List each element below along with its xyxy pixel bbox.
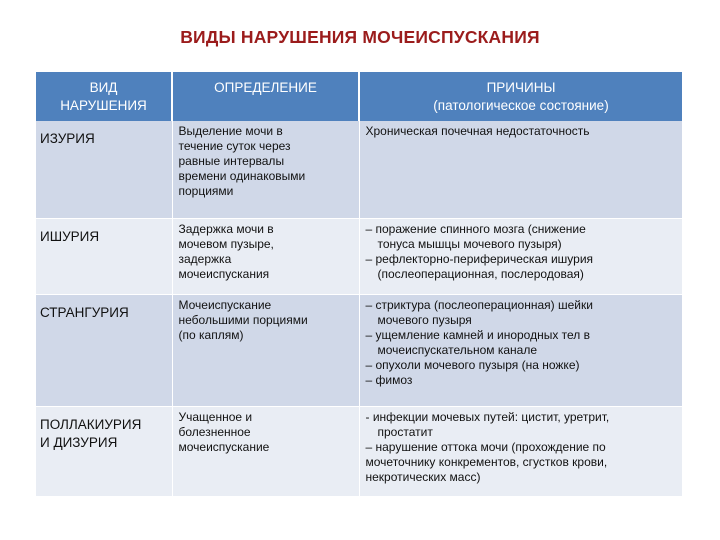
definition-line: равные интервалы bbox=[178, 154, 285, 168]
table-row-stranguria bbox=[36, 295, 682, 407]
definition-line: (по каплям) bbox=[178, 328, 244, 342]
row-definition bbox=[172, 219, 359, 295]
definition-line: Учащенное и bbox=[178, 410, 253, 424]
row-name-line1: ПОЛЛАКИУРИЯ bbox=[40, 417, 142, 432]
cause-line: тонуса мышцы мочевого пузыря) bbox=[377, 237, 562, 251]
cause-line: - инфекции мочевых путей: цистит, уретрит, bbox=[365, 410, 610, 424]
header-causes-line2: (патологическое состояние) bbox=[433, 98, 609, 114]
header-type-line2: НАРУШЕНИЯ bbox=[60, 98, 147, 114]
cause-line: мочевого пузыря bbox=[377, 313, 472, 327]
table-row-ishuria bbox=[36, 219, 682, 295]
cause-line: – стриктура (послеоперационная) шейки bbox=[365, 298, 593, 312]
row-definition bbox=[172, 407, 359, 497]
header-causes bbox=[359, 72, 682, 121]
row-name-line2: И ДИЗУРИЯ bbox=[40, 435, 118, 450]
definition-line: мочевом пузыре, bbox=[178, 237, 274, 251]
definition-line: мочеиспускания bbox=[178, 267, 270, 281]
row-causes bbox=[359, 121, 682, 219]
row-definition bbox=[172, 295, 359, 407]
row-causes bbox=[359, 219, 682, 295]
table-row-isuria bbox=[36, 121, 682, 219]
row-causes bbox=[359, 407, 682, 497]
table-header-row bbox=[36, 72, 682, 121]
definition-line: порциями bbox=[178, 184, 234, 198]
cause-line: – нарушение оттока мочи (прохождение по bbox=[365, 440, 606, 454]
row-name bbox=[36, 407, 172, 497]
definition-line: Задержка мочи в bbox=[178, 222, 274, 236]
definition-line: мочеиспускание bbox=[178, 440, 270, 454]
cause-line: мочеиспускательном канале bbox=[377, 343, 538, 357]
definition-line: задержка bbox=[178, 252, 232, 266]
row-name: ИШУРИЯ bbox=[36, 219, 172, 295]
definition-line: небольшими порциями bbox=[178, 313, 308, 327]
row-name: ИЗУРИЯ bbox=[36, 121, 172, 219]
cause-line: – ущемление камней и инородных тел в bbox=[365, 328, 591, 342]
cause-line: – фимоз bbox=[365, 373, 413, 387]
header-definition: ОПРЕДЕЛЕНИЕ bbox=[172, 72, 359, 121]
header-causes-line1: ПРИЧИНЫ bbox=[486, 80, 556, 95]
cause-line: – рефлекторно-периферическая ишурия bbox=[365, 252, 594, 266]
header-type-line1: ВИД bbox=[89, 80, 118, 95]
row-causes bbox=[359, 295, 682, 407]
table-row-pollakiuria bbox=[36, 407, 682, 497]
definition-line: болезненное bbox=[178, 425, 251, 439]
header-type bbox=[36, 72, 172, 121]
disorders-table bbox=[36, 72, 682, 497]
definition-line: времени одинаковыми bbox=[178, 169, 306, 183]
definition-line: течение суток через bbox=[178, 139, 291, 153]
row-name: СТРАНГУРИЯ bbox=[36, 295, 172, 407]
cause-line: – поражение спинного мозга (снижение bbox=[365, 222, 586, 236]
cause-line: – опухоли мочевого пузыря (на ножке) bbox=[365, 358, 580, 372]
cause-line: мочеточнику конкрементов, сгустков крови, bbox=[365, 455, 608, 469]
definition-line: Мочеиспускание bbox=[178, 298, 272, 312]
definition-line: Выделение мочи в bbox=[178, 124, 283, 138]
cause-line: (послеоперационная, послеродовая) bbox=[377, 267, 584, 281]
row-definition bbox=[172, 121, 359, 219]
cause-line: некротических масс) bbox=[365, 470, 481, 484]
cause-line: Хроническая почечная недостаточность bbox=[365, 124, 590, 138]
cause-line: простатит bbox=[377, 425, 433, 439]
page-title: ВИДЫ НАРУШЕНИЯ МОЧЕИСПУСКАНИЯ bbox=[180, 27, 540, 47]
